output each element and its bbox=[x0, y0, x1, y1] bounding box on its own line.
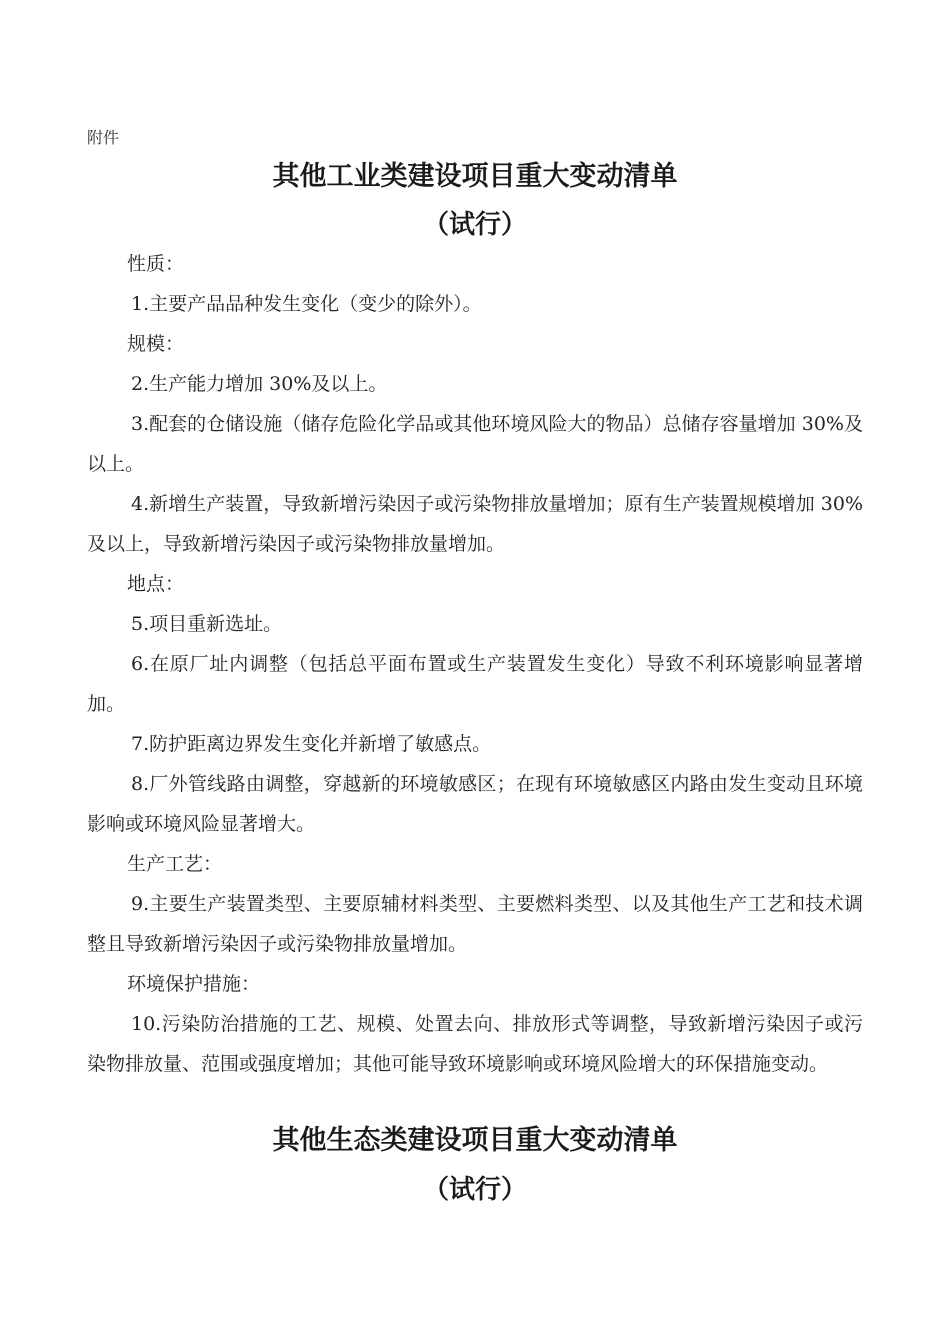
item-3: 3.配套的仓储设施（储存危险化学品或其他环境风险大的物品）总储存容量增加 30%及以上。 bbox=[87, 413, 863, 475]
attachment-label: 附件 bbox=[87, 128, 120, 147]
item-7: 7.防护距离边界发生变化并新增了敏感点。 bbox=[131, 733, 492, 755]
section1-body bbox=[87, 244, 863, 1084]
item-4: 4.新增生产装置，导致新增污染因子或污染物排放量增加；原有生产装置规模增加 30%及以上，导致新增污染因子或污染物排放量增加。 bbox=[87, 493, 863, 555]
heading-location: 地点： bbox=[127, 573, 185, 595]
item-2: 2.生产能力增加 30%及以上。 bbox=[131, 373, 388, 395]
item-9: 9.主要生产装置类型、主要原辅材料类型、主要燃料类型、以及其他生产工艺和技术调整且导致新增污染因子或污染物排放量增加。 bbox=[87, 893, 863, 955]
item-1: 1.主要产品品种发生变化（变少的除外）。 bbox=[131, 293, 482, 315]
heading-nature: 性质： bbox=[127, 253, 185, 275]
heading-scale: 规模： bbox=[127, 333, 185, 355]
item-10: 10.污染防治措施的工艺、规模、处置去向、排放形式等调整，导致新增污染因子或污染物排放量、范围或强度增加；其他可能导致环境影响或环境风险增大的环保措施变动。 bbox=[87, 1013, 863, 1075]
heading-process: 生产工艺： bbox=[127, 853, 223, 875]
section2-subtitle: （试行） bbox=[422, 1175, 527, 1205]
item-5: 5.项目重新选址。 bbox=[131, 613, 283, 635]
heading-env-protection: 环境保护措施： bbox=[127, 973, 261, 995]
section2-title: 其他生态类建设项目重大变动清单 bbox=[272, 1125, 678, 1156]
section1-title: 其他工业类建设项目重大变动清单 bbox=[272, 161, 678, 192]
item-6: 6.在原厂址内调整（包括总平面布置或生产装置发生变化）导致不利环境影响显著增加。 bbox=[87, 653, 863, 715]
item-8: 8.厂外管线路由调整，穿越新的环境敏感区；在现有环境敏感区内路由发生变动且环境影响或环境风险显著增大。 bbox=[87, 773, 863, 835]
section1-subtitle: （试行） bbox=[422, 210, 527, 240]
